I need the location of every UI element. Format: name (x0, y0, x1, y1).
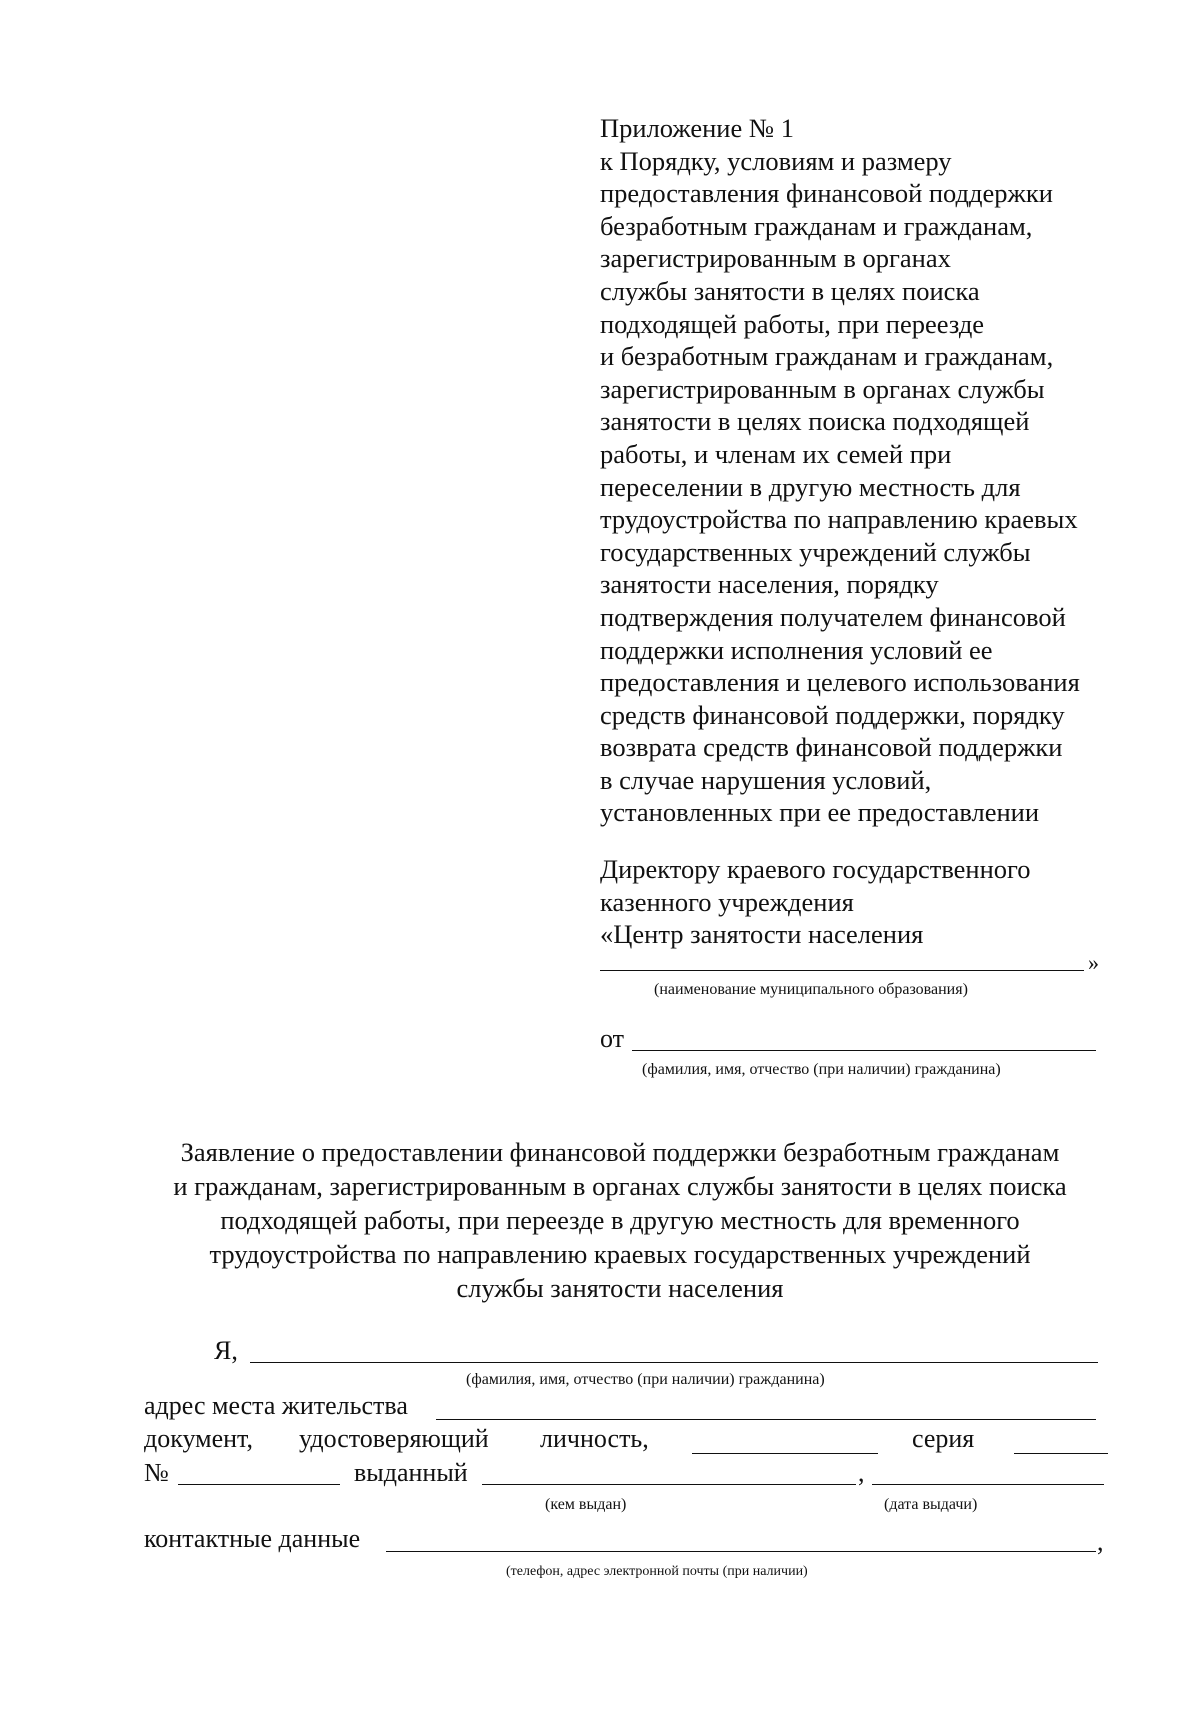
from-caption: (фамилия, имя, отчество (при наличии) гражданина) (642, 1061, 1001, 1078)
issue-date-caption: (дата выдачи) (884, 1496, 978, 1513)
title-line: службы занятости населения (456, 1273, 784, 1303)
doc-label-1: документ, (144, 1424, 253, 1453)
appendix-line: средств финансовой поддержки, порядку (600, 699, 1065, 730)
issued-by-caption: (кем выдан) (545, 1496, 627, 1513)
appendix-line: к Порядку, условиям и размеру (600, 145, 952, 176)
addressee-block (600, 853, 1160, 951)
appendix-line: трудоустройства по направлению краевых (600, 504, 1078, 535)
appendix-line: в случае нарушения условий, (600, 764, 932, 795)
title-line: и гражданам, зарегистрированным в органах службы занятости в целях поиска (173, 1171, 1067, 1201)
appendix-line: занятости в целях поиска подходящей (600, 406, 1030, 437)
appendix-line: зарегистрированным в органах (600, 243, 951, 274)
appendix-line: зарегистрированным в органах службы (600, 373, 1045, 404)
appendix-line: подтверждения получателем финансовой (600, 601, 1066, 632)
number-field[interactable] (178, 1484, 340, 1485)
series-field[interactable] (1014, 1453, 1108, 1454)
doc-type-field[interactable] (692, 1453, 878, 1454)
addressee-line: казенного учреждения (600, 886, 854, 917)
appendix-line: и безработным гражданам и гражданам, (600, 341, 1054, 372)
municipality-caption: (наименование муниципального образования) (654, 981, 968, 998)
issue-date-field[interactable] (872, 1484, 1104, 1485)
appendix-line: возврата средств финансовой поддержки (600, 732, 1063, 763)
issued-comma: , (858, 1458, 865, 1487)
full-name-caption: (фамилия, имя, отчество (при наличии) гражданина) (466, 1371, 825, 1388)
appendix-line: службы занятости в целях поиска (600, 275, 980, 306)
doc-label-3: личность, (540, 1424, 649, 1453)
doc-label-2: удостоверяющий (299, 1424, 489, 1453)
appendix-line: работы, и членам их семей при (600, 438, 952, 469)
address-field[interactable] (436, 1419, 1096, 1420)
addressee-line: Директору краевого государственного (600, 854, 1031, 884)
number-label: № (144, 1458, 169, 1487)
series-label: серия (912, 1424, 975, 1453)
close-quote: » (1088, 950, 1099, 975)
appendix-line: поддержки исполнения условий ее (600, 634, 993, 665)
from-label: от (600, 1024, 625, 1053)
title-line: Заявление о предоставлении финансовой поддержки безработным гражданам (180, 1137, 1060, 1167)
contacts-caption: (телефон, адрес электронной почты (при наличии) (506, 1564, 808, 1579)
contacts-label: контактные данные (144, 1524, 361, 1553)
title-line: подходящей работы, при переезде в другую местность для временного (220, 1205, 1020, 1235)
contacts-comma: , (1097, 1527, 1104, 1556)
addressee-line: «Центр занятости населения (600, 919, 924, 950)
appendix-line: подходящей работы, при переезде (600, 308, 985, 339)
appendix-line: установленных при ее предоставлении (600, 797, 1040, 828)
issued-label: выданный (354, 1458, 468, 1487)
appendix-line: государственных учреждений службы (600, 536, 1031, 567)
i-label: Я, (214, 1336, 238, 1365)
issued-by-field[interactable] (482, 1484, 856, 1485)
appendix-line: Приложение № 1 (600, 113, 795, 143)
full-name-field[interactable] (250, 1362, 1098, 1363)
address-label: адрес места жительства (144, 1391, 408, 1420)
document-title (120, 1135, 1120, 1305)
appendix-line: предоставления финансовой поддержки (600, 178, 1053, 209)
municipality-field[interactable] (600, 970, 1084, 971)
appendix-line: занятости населения, порядку (600, 569, 939, 600)
appendix-line: предоставления и целевого использования (600, 667, 1080, 698)
contacts-field[interactable] (386, 1551, 1096, 1552)
from-field[interactable] (632, 1050, 1096, 1051)
appendix-line: безработным гражданам и гражданам, (600, 210, 1033, 241)
appendix-block (600, 112, 1160, 829)
title-line: трудоустройства по направлению краевых государственных учреждений (209, 1239, 1031, 1269)
appendix-line: переселении в другую местность для (600, 471, 1021, 502)
